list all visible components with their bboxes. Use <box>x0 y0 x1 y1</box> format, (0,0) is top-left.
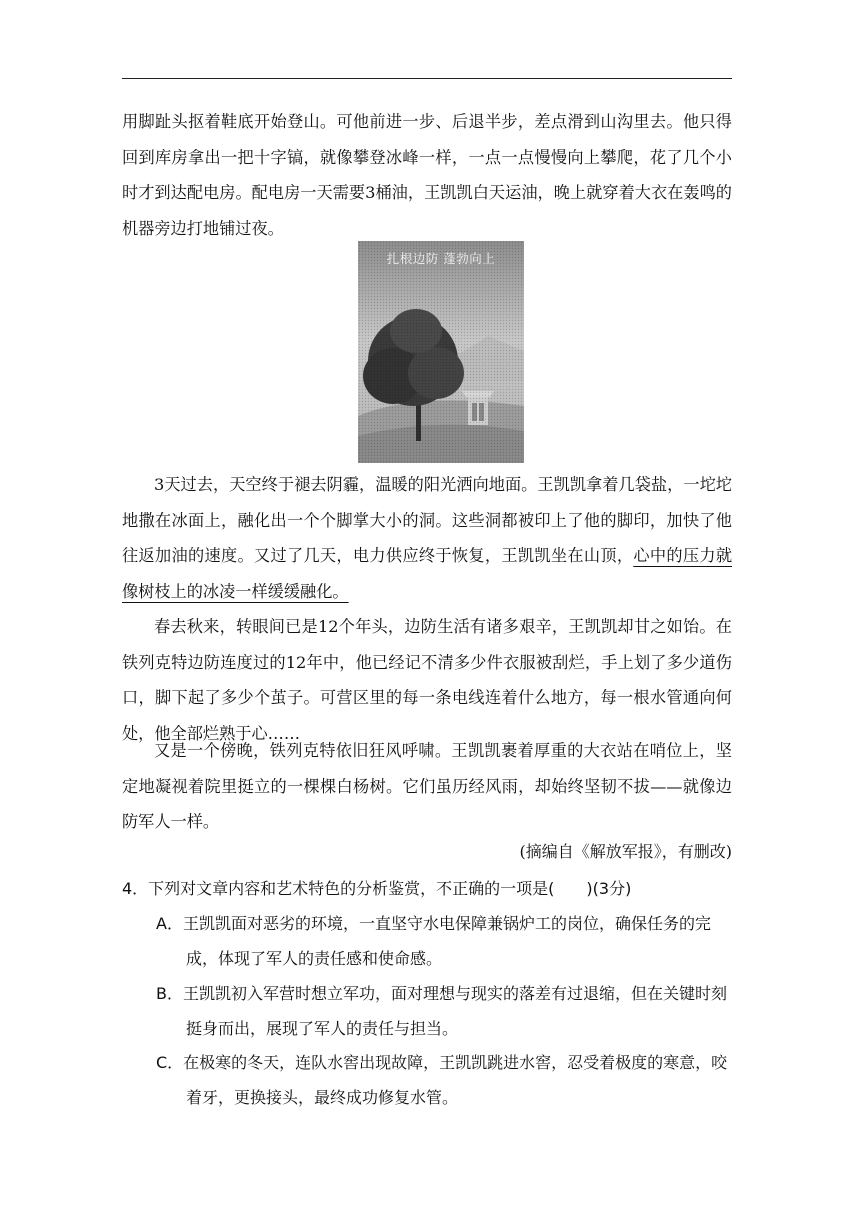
option-b: B．王凯凯初入军营时想立军功，面对理想与现实的落差有过退缩，但在关键时刻挺身而出，展现了军人的责任与担当。 <box>156 984 727 1038</box>
source-note: (摘编自《解放军报》，有删改) <box>519 842 732 861</box>
paragraph-4: 又是一个傍晚，铁列克特依旧狂风呼啸。王凯凯裹着厚重的大衣站在哨位上，坚定地凝视着院里挺立的一棵棵白杨树。它们虽历经风雨，却始终坚韧不拔——就像边防军人一样。 <box>122 741 732 831</box>
paragraph-3: 春去秋来，转眼间已是12个年头，边防生活有诸多艰辛，王凯凯却甘之如饴。在铁列克特边防连度过的12年中，他已经记不清多少件衣服被刮烂，手上划了多少道伤口，脚下起了多少个茧子。可营区里的每一条电线连着什么地方，每一根水管通向何处，他全部烂熟于心…… <box>122 617 732 743</box>
option-c: C．在极寒的冬天，连队水窖出现故障，王凯凯跳进水窖，忍受着极度的寒意，咬着牙，更换接头，最终成功修复水管。 <box>156 1053 728 1107</box>
header-rule <box>122 78 732 79</box>
paragraph-2-text: 3天过去，天空终于褪去阴霾，温暖的阳光洒向地面。王凯凯拿着几袋盐，一坨坨地撒在冰面上，融化出一个个脚掌大小的洞。这些洞都被印上了他的脚印，加快了他往返加油的速度。又过了几天，电力供应终于恢复，王凯凯坐在山顶， <box>122 475 732 565</box>
underlined-sentence: 心中的压力就像树枝上的冰凌一样缓缓融化。 <box>122 546 733 601</box>
option-a: A．王凯凯面对恶劣的环境，一直坚守水电保障兼锅炉工的岗位，确保任务的完成，体现了军人的责任感和使命感。 <box>156 914 711 968</box>
paragraph-2 <box>122 467 732 609</box>
question-stem: 4．下列对文章内容和艺术特色的分析鉴赏，不正确的一项是( )(3分) <box>122 879 632 898</box>
poster-image <box>358 241 524 463</box>
paragraph-1: 用脚趾头抠着鞋底开始登山。可他前进一步、后退半步，差点滑到山沟里去。他只得回到库房拿出一把十字镐，就像攀登冰峰一样，一点一点慢慢向上攀爬，花了几个小时才到达配电房。配电房一天需要3桶油，王凯凯白天运油，晚上就穿着大衣在轰鸣的机器旁边打地铺过夜。 <box>122 112 732 238</box>
poster-illustration <box>358 241 524 463</box>
poster-caption: 扎根边防 蓬勃向上 <box>386 251 496 266</box>
